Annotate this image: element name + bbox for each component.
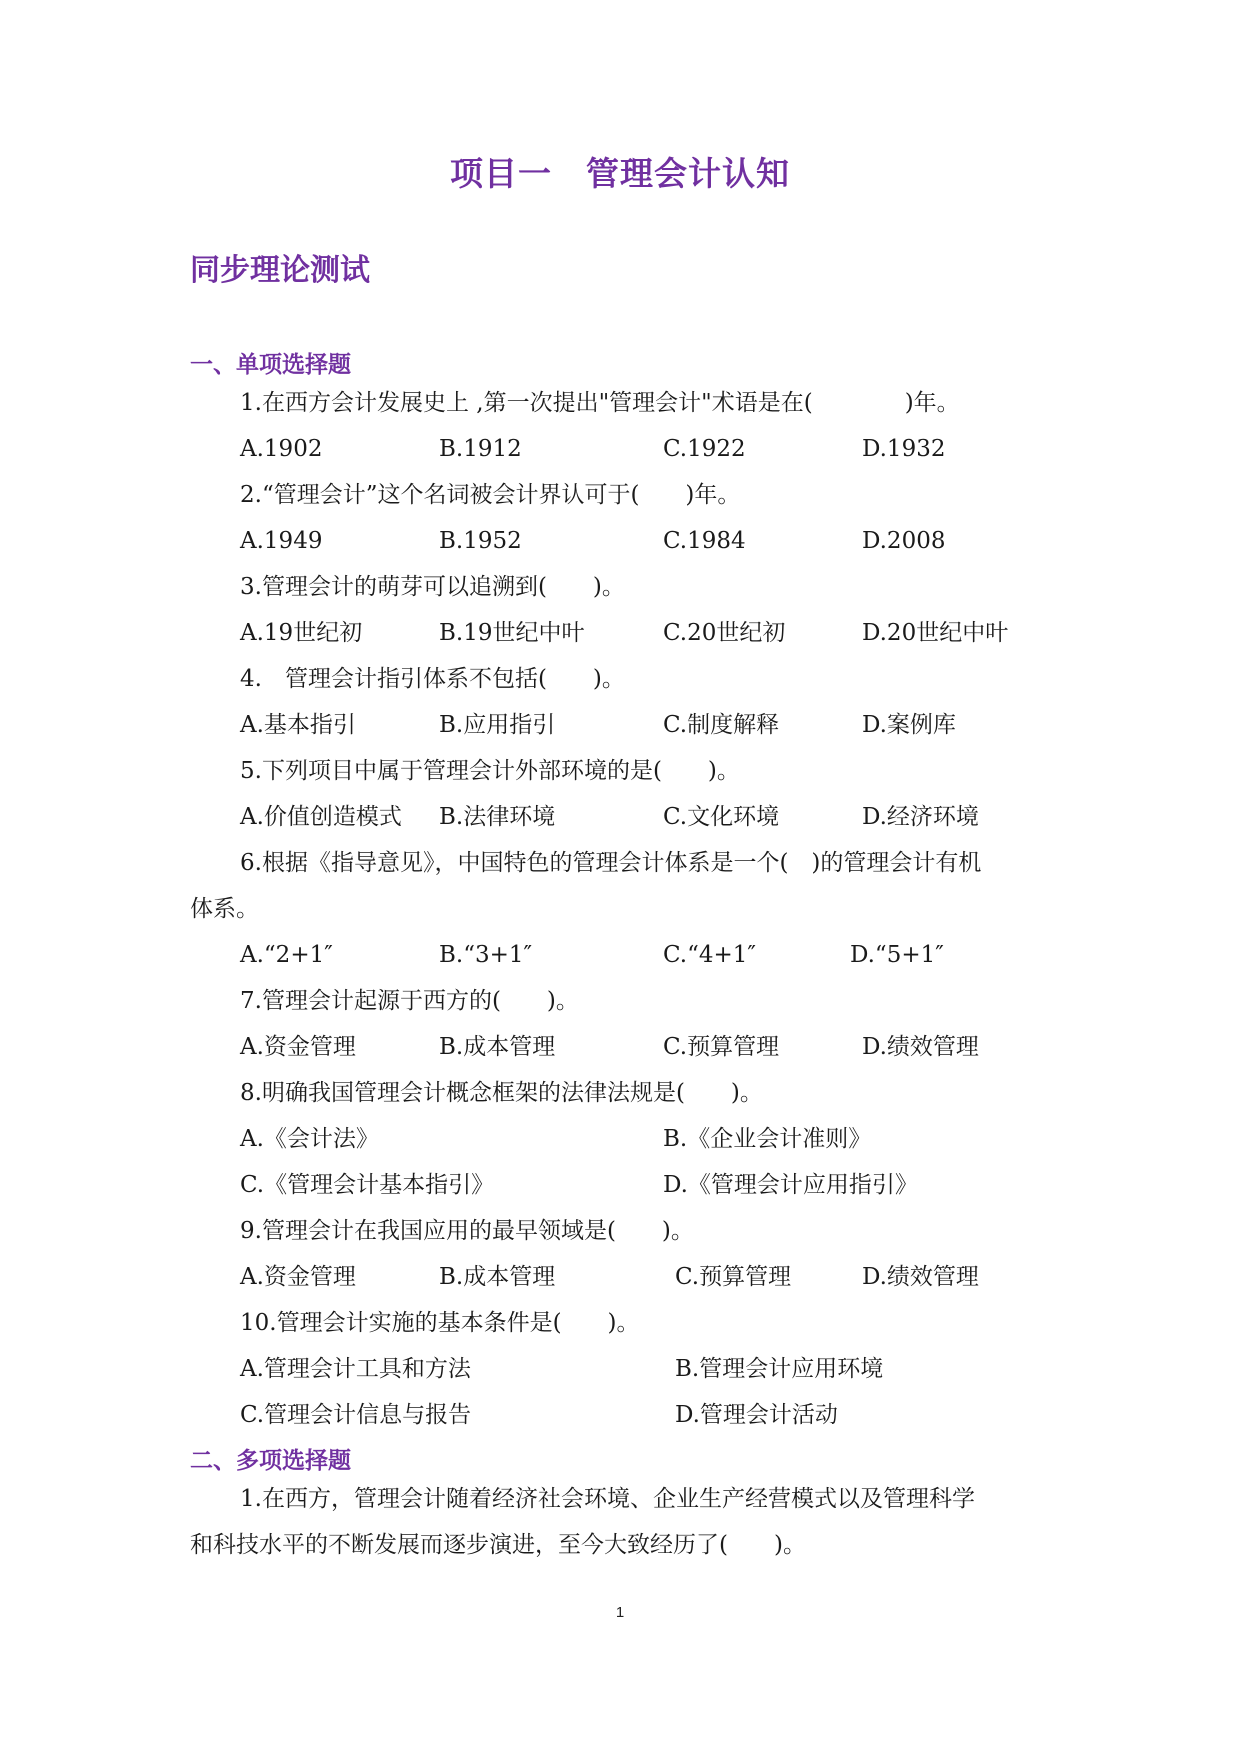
q3-option-b: B.19世纪中叶 <box>439 620 585 646</box>
q3-option-c: C.20世纪初 <box>663 620 786 646</box>
q6-option-b: B.“3+1″ <box>439 942 533 968</box>
q4-option-d: D.案例库 <box>862 712 956 738</box>
q9-option-d: D.绩效管理 <box>862 1264 979 1290</box>
question-1: 1.在西方会计发展史上 ,第一次提出"管理会计"术语是在( )年。 <box>240 390 960 416</box>
q5-option-b: B.法律环境 <box>439 804 556 830</box>
q10-option-b: B.管理会计应用环境 <box>675 1356 884 1382</box>
q5-option-d: D.经济环境 <box>862 804 979 830</box>
question-2: 2.“管理会计”这个名词被会计界认可于( )年。 <box>240 482 741 508</box>
q5-option-a: A.价值创造模式 <box>240 804 402 830</box>
page-title: 项目一 管理会计认知 <box>450 154 790 193</box>
q10-option-c: C.管理会计信息与报告 <box>240 1402 472 1428</box>
q10-option-d: D.管理会计活动 <box>675 1402 838 1428</box>
q6-option-a: A.“2+1″ <box>240 942 333 968</box>
question-4: 4. 管理会计指引体系不包括( )。 <box>240 666 625 692</box>
question-9: 9.管理会计在我国应用的最早领域是( )。 <box>240 1218 694 1244</box>
page-number: 1 <box>615 1604 625 1621</box>
q1-option-d: D.1932 <box>862 436 946 462</box>
q3-option-d: D.20世纪中叶 <box>862 620 1009 646</box>
q2-option-a: A.1949 <box>240 528 323 554</box>
q4-option-b: B.应用指引 <box>439 712 556 738</box>
question-8: 8.明确我国管理会计概念框架的法律法规是( )。 <box>240 1080 763 1106</box>
q9-option-a: A.资金管理 <box>240 1264 356 1290</box>
q2-option-d: D.2008 <box>862 528 946 554</box>
q8-option-c: C.《管理会计基本指引》 <box>240 1172 495 1198</box>
q5-option-c: C.文化环境 <box>663 804 780 830</box>
q7-option-d: D.绩效管理 <box>862 1034 979 1060</box>
q8-option-b: B.《企业会计准则》 <box>663 1126 872 1152</box>
q3-option-a: A.19世纪初 <box>240 620 363 646</box>
question-6: 6.根据《指导意见》，中国特色的管理会计体系是一个( )的管理会计有机 <box>240 850 982 876</box>
q6-option-c: C.“4+1″ <box>663 942 756 968</box>
q4-option-a: A.基本指引 <box>240 712 356 738</box>
multi-question-1-continued: 和科技水平的不断发展而逐步演进，至今大致经历了( )。 <box>190 1532 806 1558</box>
q1-option-a: A.1902 <box>240 436 323 462</box>
question-6-continued: 体系。 <box>190 896 259 922</box>
q9-option-b: B.成本管理 <box>439 1264 556 1290</box>
q9-option-c: C.预算管理 <box>675 1264 792 1290</box>
q1-option-c: C.1922 <box>663 436 746 462</box>
part2-heading: 二、多项选择题 <box>190 1448 351 1474</box>
q8-option-d: D.《管理会计应用指引》 <box>663 1172 918 1198</box>
q1-option-b: B.1912 <box>439 436 522 462</box>
multi-question-1: 1.在西方，管理会计随着经济社会环境、企业生产经营模式以及管理科学 <box>240 1486 975 1512</box>
q6-option-d: D.“5+1″ <box>850 942 944 968</box>
section-title: 同步理论测试 <box>190 253 370 288</box>
q7-option-b: B.成本管理 <box>439 1034 556 1060</box>
question-10: 10.管理会计实施的基本条件是( )。 <box>240 1310 640 1336</box>
question-5: 5.下列项目中属于管理会计外部环境的是( )。 <box>240 758 740 784</box>
q7-option-a: A.资金管理 <box>240 1034 356 1060</box>
q7-option-c: C.预算管理 <box>663 1034 780 1060</box>
q4-option-c: C.制度解释 <box>663 712 780 738</box>
question-7: 7.管理会计起源于西方的( )。 <box>240 988 579 1014</box>
q2-option-c: C.1984 <box>663 528 746 554</box>
q8-option-a: A.《会计法》 <box>240 1126 379 1152</box>
question-3: 3.管理会计的萌芽可以追溯到( )。 <box>240 574 625 600</box>
part1-heading: 一、单项选择题 <box>190 352 351 378</box>
q2-option-b: B.1952 <box>439 528 522 554</box>
q10-option-a: A.管理会计工具和方法 <box>240 1356 471 1382</box>
